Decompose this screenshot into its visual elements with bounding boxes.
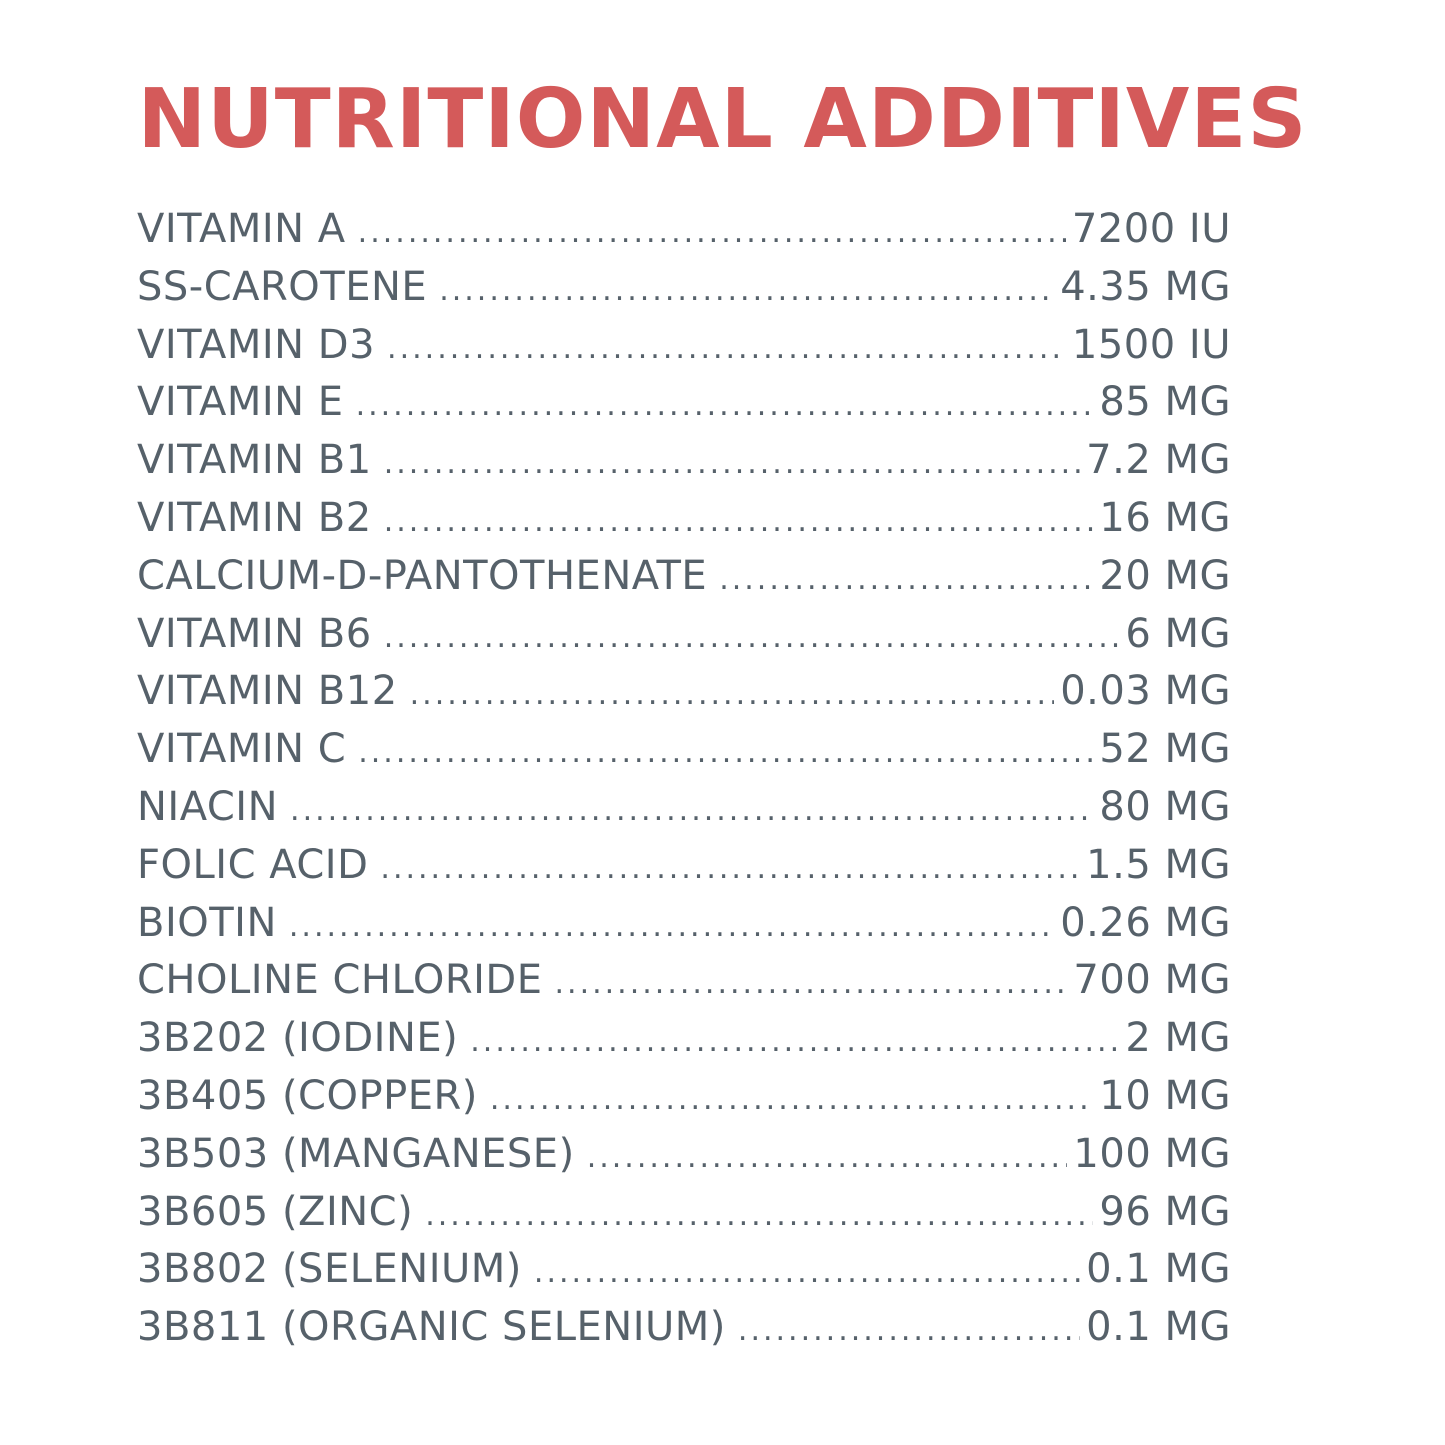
dot-leader [587, 1140, 1068, 1175]
dot-leader [384, 446, 1080, 481]
list-item [137, 668, 1231, 726]
dot-leader [719, 562, 1093, 597]
item-value: 100 MG [1073, 1130, 1231, 1177]
item-value: 52 MG [1099, 726, 1231, 773]
item-value: 4.35 MG [1060, 263, 1231, 310]
item-name: BIOTIN [137, 899, 277, 946]
item-value: 0.1 MG [1086, 1304, 1231, 1351]
item-value: 80 MG [1099, 783, 1231, 830]
item-name: VITAMIN B2 [137, 494, 372, 541]
list-item [137, 1073, 1231, 1131]
item-name: CHOLINE CHLORIDE [137, 957, 543, 1004]
item-name: NIACIN [137, 783, 279, 830]
item-name: VITAMIN E [137, 379, 344, 426]
item-name: VITAMIN B1 [137, 437, 372, 484]
item-value: 0.1 MG [1086, 1246, 1231, 1293]
list-item [137, 553, 1231, 611]
list-item [137, 322, 1231, 380]
item-value: 20 MG [1099, 552, 1231, 599]
dot-leader [380, 851, 1080, 886]
item-name: VITAMIN B6 [137, 610, 372, 657]
item-value: 85 MG [1099, 379, 1231, 426]
list-item [137, 1189, 1231, 1247]
list-item [137, 1246, 1231, 1304]
item-value: 0.03 MG [1060, 668, 1231, 715]
list-item [137, 495, 1231, 553]
list-item [137, 611, 1231, 669]
list-item [137, 1015, 1231, 1073]
item-name: CALCIUM-D-PANTOTHENATE [137, 552, 708, 599]
list-item [137, 379, 1231, 437]
dot-leader [738, 1313, 1080, 1348]
dot-leader [290, 793, 1093, 828]
item-name: VITAMIN C [137, 726, 347, 773]
list-item [137, 264, 1231, 322]
item-name: VITAMIN B12 [137, 668, 398, 715]
additives-list [137, 206, 1231, 1362]
dot-leader [439, 273, 1054, 308]
item-value: 7200 IU [1071, 206, 1231, 252]
item-name: 3B811 (ORGANIC SELENIUM) [137, 1304, 726, 1351]
dot-leader [384, 620, 1120, 655]
list-item [137, 1304, 1231, 1362]
list-item [137, 206, 1231, 264]
dot-leader [384, 504, 1094, 539]
item-name: SS-CAROTENE [137, 263, 428, 310]
list-item [137, 726, 1231, 784]
item-value: 6 MG [1125, 610, 1231, 657]
item-name: 3B202 (IODINE) [137, 1015, 459, 1062]
list-item [137, 900, 1231, 958]
list-item [137, 842, 1231, 900]
dot-leader [470, 1024, 1119, 1059]
item-value: 0.26 MG [1060, 899, 1231, 946]
item-value: 10 MG [1099, 1072, 1231, 1119]
item-value: 16 MG [1099, 494, 1231, 541]
item-name: VITAMIN D3 [137, 321, 376, 368]
list-item [137, 784, 1231, 842]
dot-leader [490, 1082, 1093, 1117]
dot-leader [358, 215, 1066, 250]
list-item [137, 957, 1231, 1015]
dot-leader [410, 677, 1055, 712]
item-value: 1500 IU [1071, 321, 1231, 368]
item-name: 3B802 (SELENIUM) [137, 1246, 522, 1293]
dot-leader [356, 388, 1094, 423]
item-value: 96 MG [1099, 1188, 1231, 1235]
dot-leader [358, 735, 1093, 770]
item-value: 2 MG [1125, 1015, 1231, 1062]
item-name: VITAMIN A [137, 206, 346, 252]
list-item [137, 437, 1231, 495]
dot-leader [425, 1198, 1093, 1233]
item-name: 3B503 (MANGANESE) [137, 1130, 575, 1177]
page-title: NUTRITIONAL ADDITIVES [137, 72, 1308, 167]
item-value: 1.5 MG [1086, 841, 1231, 888]
dot-leader [534, 1255, 1080, 1290]
dot-leader [555, 966, 1068, 1001]
item-name: FOLIC ACID [137, 841, 369, 888]
list-item [137, 1131, 1231, 1189]
item-name: 3B405 (COPPER) [137, 1072, 478, 1119]
item-value: 7.2 MG [1086, 437, 1231, 484]
item-name: 3B605 (ZINC) [137, 1188, 414, 1235]
dot-leader [289, 909, 1054, 944]
dot-leader [387, 331, 1066, 366]
item-value: 700 MG [1073, 957, 1231, 1004]
